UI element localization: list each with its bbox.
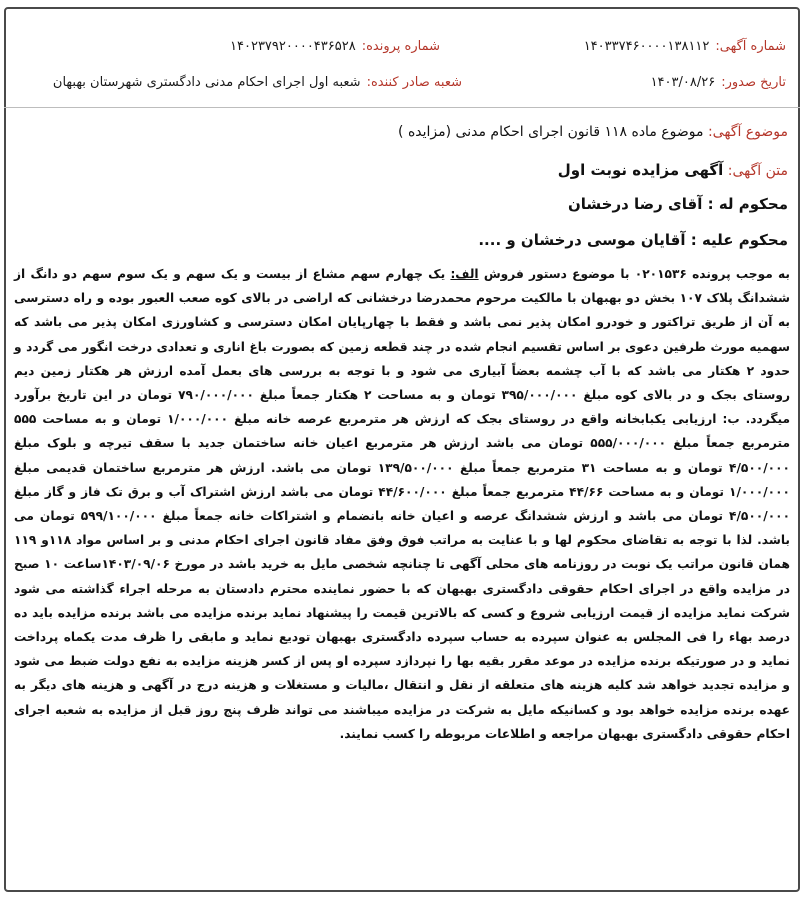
notice-body — [14, 262, 790, 746]
ad-number-label: شماره آگهی: — [715, 39, 786, 54]
subject-label: موضوع آگهی: — [707, 124, 788, 140]
issuing-branch-value: شعبه اول اجرای احکام مدنی دادگستری شهرستان بهبهان — [52, 75, 361, 90]
plaintiff-row — [18, 193, 788, 215]
issuing-branch-label: شعبه صادر کننده: — [366, 75, 462, 90]
ad-text-row — [18, 159, 788, 182]
defendant-value: آقایان موسی درخشان و .... — [478, 231, 686, 249]
plaintiff-label: محکوم له : — [707, 195, 788, 213]
body-part-2: یک چهارم سهم مشاع از بیست و یک سهم و یک سوم سهم دو دانگ از ششدانگ پلاک ۱۰۷ بخش دو بهبهان با مالکیت مرحوم محمدرضا درخشانی که اراضی در بالای کوه صعب العبور بوده و راه دسترسی به آن از طریق تراکتور و خودرو امکان پذیر نمی باشد و فقط با چهارپایان امکان دسترسی و کشاورزی امکان پذیر می باشد که سهمیه مورث طرفین دعوی بر اساس تقسیم انجام شده در چند قطعه زمین که بصورت باغ اناری و تعدادی درخت انگور می گردد و حدود ۲ هکتار می باشد که با آب چشمه بعضاً آبیاری می شود و با توجه به بررسی های بعمل آمده ارزش هر هکتار زمین دیم روستای بجک و در بالای کوه مبلغ ۳۹۵/۰۰۰/۰۰۰ تومان و به مساحت ۲ هکتار جمعاً مبلغ ۷۹۰/۰۰۰/۰۰۰ تومان در این تاریخ برآورد میگردد. ب: ارزیابی یکبابخانه واقع در روستای بجک که ارزش هر مترمربع عرصه خانه مبلغ ۱/۰۰۰/۰۰۰ تومان و به مساحت ۵۵۵ مترمربع جمعاً مبلغ ۵۵۵/۰۰۰/۰۰۰ تومان می باشد ارزش هر مترمربع اعیان خانه ساختمان جدید با سقف تیرچه و بلوک مبلغ ۴/۵۰۰/۰۰۰ تومان و به مساحت ۳۱ مترمربع جمعاً مبلغ ۱۳۹/۵۰۰/۰۰۰ تومان می باشد. ارزش هر مترمربع ساختمان قدیمی مبلغ ۱/۰۰۰/۰۰۰ تومان و به مساحت ۴۴/۶۶ مترمربع جمعاً مبلغ ۴۴/۶۰۰/۰۰۰ تومان می باشد ارزش اشتراک آب و برق تک فاز و گاز مبلغ ۴/۵۰۰/۰۰۰ تومان می باشد و ارزش ششدانگ عرصه و اعیان خانه بانضمام و اشتراکات خانه جمعاً مبلغ ۵۹۹/۱۰۰/۰۰۰ تومان می باشد. لذا با توجه به تقاضای محکوم لها و با عنایت به مراتب فوق وفق مفاد قانون اجرای احکام مدنی و بر اساس مواد ۱۱۸و ۱۱۹ همان قانون مراتب یک نوبت در روزنامه های محلی آگهی تا چنانچه شخصی مایل به خرید باشد در مورخ ۱۴۰۳/۰۹/۰۶ساعت ۱۰ صبح در مزایده واقع در اجرای احکام حقوقی دادگستری بهبهان که با حضور نماینده محترم دادستان به مرحله اجراء گذاشته می شود شرکت نماید مزایده از قیمت ارزیابی شروع و کسی که بالاترین قیمت را پیشنهاد نماید برنده مزایده می باشد برنده مزایده باید ده درصد بهاء را فی المجلس به عنوان سپرده به حساب سپرده دادگستری بهبهان تودیع نماید و مابقی را ظرف مدت یکماه پرداخت نماید و در صورتیکه برنده مزایده در موعد مقرر بقیه بها را نپردازد سپرده او پس از کسر هزینه مزایده به نفع دولت ضبط می شود و مزایده تجدید خواهد شد کلیه هزینه های متعلقه از نقل و انتقال ،مالیات و مستغلات و هزینه درج در آگهی و هزینه های دیگر به عهده برنده مزایده خواهد بود و کسانیکه مایل به شرکت در مزایده میباشند می تواند ظرف پنج روز قبل از مزایده به شعبه اجرای احکام حقوقی دادگستری بهبهان مراجعه و اطلاعات مربوطه را کسب نمایند. — [14, 267, 791, 741]
header-divider — [4, 107, 800, 108]
issue-date-label: تاریخ صدور: — [721, 75, 786, 90]
ad-number — [584, 37, 786, 57]
ad-text-label: متن آگهی: — [727, 163, 788, 179]
plaintiff-value: آقای رضا درخشان — [567, 195, 703, 213]
body-part-1: به موجب پرونده ۰۲۰۱۵۳۶ با موضوع دستور فروش — [478, 267, 790, 281]
defendant-row — [18, 229, 788, 251]
subject-row — [18, 121, 788, 143]
file-number — [230, 37, 440, 57]
subject-value: موضوع ماده ۱۱۸ قانون اجرای احکام مدنی (مزایده ) — [398, 124, 704, 140]
ad-number-value: ۱۴۰۳۳۷۴۶۰۰۰۰۱۳۸۱۱۲ — [583, 39, 710, 54]
ad-text-value: آگهی مزایده نوبت اول — [557, 161, 724, 179]
body-underlined: الف: — [450, 267, 479, 281]
file-number-value: ۱۴۰۲۳۷۹۲۰۰۰۰۴۳۶۵۲۸ — [230, 39, 356, 54]
issue-date-value: ۱۴۰۳/۰۸/۲۶ — [650, 75, 716, 90]
defendant-label: محکوم علیه : — [690, 231, 788, 249]
issuing-branch — [53, 73, 462, 93]
file-number-label: شماره پرونده: — [361, 39, 440, 54]
issue-date — [651, 73, 786, 93]
